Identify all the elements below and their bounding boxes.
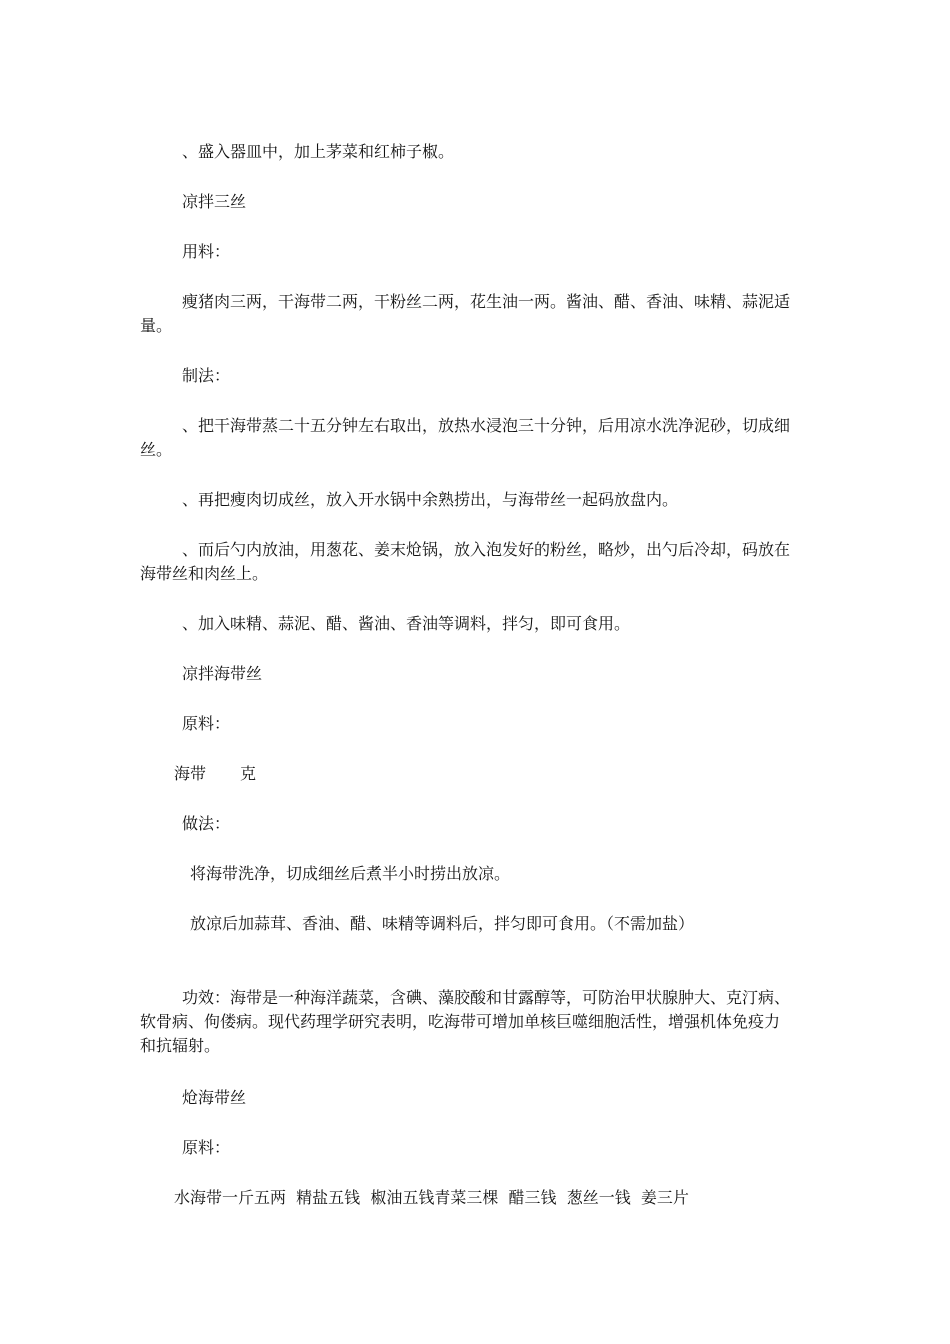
method-step: 、而后勺内放油，用葱花、姜末炝锅，放入泡发好的粉丝，略炒，出勺后冷却，码放在 <box>182 540 791 559</box>
method-step: 放凉后加蒜茸、香油、醋、味精等调料后，拌匀即可食用。（不需加盐） <box>190 914 695 933</box>
ingredients-list-line: 瘦猪肉三两，干海带二两，干粉丝二两，花生油一两。酱油、醋、香油、味精、蒜泥适 <box>182 292 791 311</box>
method-step: 、再把瘦肉切成丝，放入开水锅中余熟捞出，与海带丝一起码放盘内。 <box>182 490 679 509</box>
effect-paragraph-line: 功效：海带是一种海洋蔬菜，含碘、藻胶酸和甘露醇等，可防治甲状腺肿大、克汀病、 <box>182 988 791 1007</box>
ingredients-label: 原料： <box>182 714 231 733</box>
method-step-continued: 海带丝和肉丝上。 <box>140 564 269 583</box>
method-label: 制法： <box>182 366 231 385</box>
method-step: 将海带洗净，切成细丝后煮半小时捞出放凉。 <box>190 864 511 883</box>
method-step-continued: 丝。 <box>140 440 173 459</box>
ingredient-name: 海带 <box>174 764 207 783</box>
method-step: 、加入味精、蒜泥、醋、酱油、香油等调料，拌匀，即可食用。 <box>182 614 631 633</box>
ingredients-list-line: 水海带一斤五两 精盐五钱 椒油五钱青菜三棵 醋三钱 葱丝一钱 姜三片 <box>174 1188 689 1207</box>
paragraph-serving-step: 、盛入器皿中，加上茅菜和红柿子椒。 <box>182 142 455 161</box>
effect-paragraph-line: 和抗辐射。 <box>140 1036 221 1055</box>
ingredients-label: 用料： <box>182 242 231 261</box>
effect-paragraph-line: 软骨病、佝偻病。现代药理学研究表明，吃海带可增加单核巨噬细胞活性，增强机体免疫力 <box>140 1012 781 1031</box>
method-label: 做法： <box>182 814 231 833</box>
method-step: 、把干海带蒸二十五分钟左右取出，放热水浸泡三十分钟，后用凉水洗净泥砂，切成细 <box>182 416 791 435</box>
ingredients-list-line: 量。 <box>140 316 173 335</box>
ingredients-label: 原料： <box>182 1138 231 1157</box>
recipe-title-sauteed-kelp: 炝海带丝 <box>182 1088 247 1107</box>
ingredient-unit: 克 <box>240 764 257 783</box>
recipe-title-cold-three-shreds: 凉拌三丝 <box>182 192 247 211</box>
recipe-title-cold-kelp: 凉拌海带丝 <box>182 664 263 683</box>
